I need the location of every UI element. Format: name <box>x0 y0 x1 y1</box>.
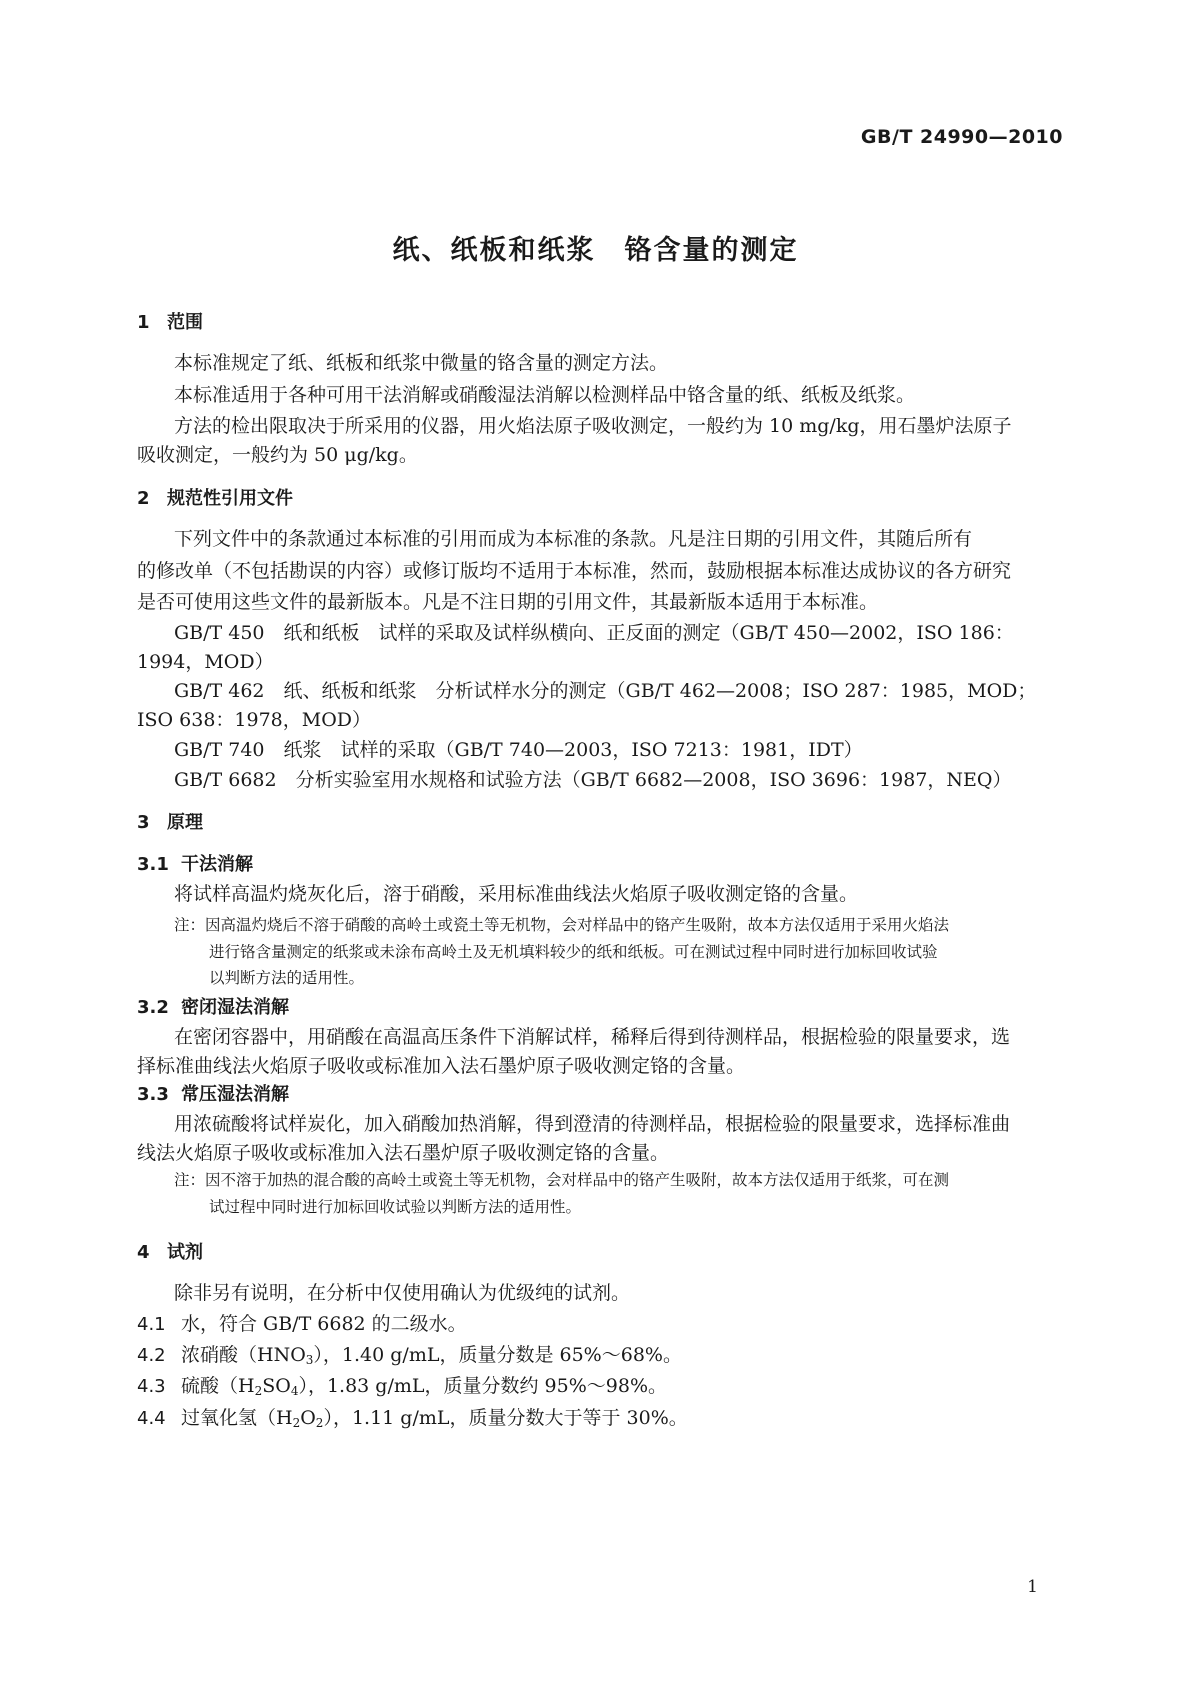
subsection-3-3-heading <box>137 1080 289 1106</box>
paragraph: 除非另有说明，在分析中仅使用确认为优级纯的试剂。 <box>174 1282 631 1304</box>
section-number: 4 <box>137 1242 150 1263</box>
paragraph: 将试样高温灼烧灰化后，溶于硝酸，采用标准曲线法火焰原子吸收测定铬的含量。 <box>174 883 859 905</box>
section-number: 3 <box>137 812 150 833</box>
subsection-title: 密闭湿法消解 <box>181 997 289 1018</box>
note-continuation: 进行铬含量测定的纸浆或未涂布高岭土及无机填料较少的纸和纸板。可在测试过程中同时进行加标回收试验 <box>209 943 938 961</box>
item-text: O <box>300 1407 316 1429</box>
subsection-3-1-heading <box>137 850 253 876</box>
item-number: 4.4 <box>137 1408 166 1429</box>
paragraph: 方法的检出限取决于所采用的仪器，用火焰法原子吸收测定，一般约为 10 mg/kg，用石墨炉法原子 <box>174 415 1012 437</box>
paragraph: 本标准适用于各种可用干法消解或硝酸湿法消解以检测样品中铬含量的纸、纸板及纸浆。 <box>174 384 916 406</box>
paragraph-continuation: 线法火焰原子吸收或标准加入法石墨炉原子吸收测定铬的含量。 <box>137 1142 670 1164</box>
subscript: 2 <box>292 1416 301 1430</box>
note: 注：因高温灼烧后不溶于硝酸的高岭土或瓷土等无机物，会对样品中的铬产生吸附，故本方法仅适用于采用火焰法 <box>174 916 950 934</box>
paragraph: 下列文件中的条款通过本标准的引用而成为本标准的条款。凡是注日期的引用文件，其随后所有 <box>174 528 973 550</box>
paragraph: 本标准规定了纸、纸板和纸浆中微量的铬含量的测定方法。 <box>174 352 669 374</box>
item-text: SO <box>262 1375 291 1397</box>
item-text: ），1.40 g/mL，质量分数是 65%～68%。 <box>313 1344 682 1366</box>
subsection-number: 3.1 <box>137 854 169 875</box>
section-3-heading <box>137 808 203 834</box>
document-title: 纸、纸板和纸浆 铬含量的测定 <box>392 235 799 266</box>
reagent-item <box>137 1371 667 1398</box>
subscript: 3 <box>305 1353 314 1367</box>
reagent-item <box>137 1340 682 1367</box>
item-text: ），1.83 g/mL，质量分数约 95%～98%。 <box>298 1375 667 1397</box>
paragraph: 在密闭容器中，用硝酸在高温高压条件下消解试样，稀释后得到待测样品，根据检验的限量要求，选 <box>174 1026 1011 1048</box>
reference-entry: GB/T 6682 分析实验室用水规格和试验方法（GB/T 6682—2008，ISO 3696：1987，NEQ） <box>174 769 1012 791</box>
note-continuation: 试过程中同时进行加标回收试验以判断方法的适用性。 <box>209 1198 582 1216</box>
note: 注：因不溶于加热的混合酸的高岭土或瓷土等无机物，会对样品中的铬产生吸附，故本方法仅适用于纸浆，可在测 <box>174 1171 950 1189</box>
section-title: 范围 <box>167 312 203 333</box>
reference-entry: GB/T 462 纸、纸板和纸浆 分析试样水分的测定（GB/T 462—2008；ISO 287：1985，MOD； <box>174 680 1037 702</box>
item-text: 浓硝酸（HNO <box>181 1344 306 1366</box>
page-number: 1 <box>1027 1577 1038 1597</box>
subsection-title: 干法消解 <box>181 854 253 875</box>
subsection-title: 常压湿法消解 <box>181 1084 289 1105</box>
section-number: 2 <box>137 488 150 509</box>
subsection-number: 3.3 <box>137 1084 169 1105</box>
paragraph-continuation: 择标准曲线法火焰原子吸收或标准加入法石墨炉原子吸收测定铬的含量。 <box>137 1055 746 1077</box>
reference-entry-continuation: ISO 638：1978，MOD） <box>137 709 372 731</box>
section-2-heading <box>137 484 293 510</box>
item-text: 水，符合 GB/T 6682 的二级水。 <box>181 1313 467 1335</box>
paragraph-continuation: 是否可使用这些文件的最新版本。凡是不注日期的引用文件，其最新版本适用于本标准。 <box>137 591 879 613</box>
section-title: 规范性引用文件 <box>167 488 293 509</box>
item-number: 4.2 <box>137 1345 166 1366</box>
paragraph: 用浓硫酸将试样炭化，加入硝酸加热消解，得到澄清的待测样品，根据检验的限量要求，选择标准曲 <box>174 1113 1011 1135</box>
item-text: 硫酸（H <box>181 1375 255 1397</box>
subsection-number: 3.2 <box>137 997 169 1018</box>
item-number: 4.1 <box>137 1314 166 1335</box>
reagent-item <box>137 1403 688 1430</box>
reference-entry-continuation: 1994，MOD） <box>137 651 274 673</box>
reference-entry: GB/T 740 纸浆 试样的采取（GB/T 740—2003，ISO 7213：1981，IDT） <box>174 739 863 761</box>
section-4-heading <box>137 1238 203 1264</box>
section-number: 1 <box>137 312 150 333</box>
subscript: 2 <box>254 1384 263 1398</box>
standard-code: GB/T 24990—2010 <box>860 126 1063 148</box>
subscript: 4 <box>290 1384 299 1398</box>
item-text: ），1.11 g/mL，质量分数大于等于 30%。 <box>323 1407 688 1429</box>
subsection-3-2-heading <box>137 993 289 1019</box>
note-continuation: 以判断方法的适用性。 <box>209 969 365 987</box>
paragraph-continuation: 吸收测定，一般约为 50 μg/kg。 <box>137 444 418 466</box>
item-number: 4.3 <box>137 1376 166 1397</box>
section-1-heading <box>137 308 203 334</box>
reagent-item <box>137 1309 467 1336</box>
section-title: 原理 <box>167 812 203 833</box>
paragraph-continuation: 的修改单（不包括勘误的内容）或修订版均不适用于本标准，然而，鼓励根据本标准达成协议的各方研究 <box>137 560 1012 582</box>
section-title: 试剂 <box>167 1242 203 1263</box>
reference-entry: GB/T 450 纸和纸板 试样的采取及试样纵横向、正反面的测定（GB/T 450—2002，ISO 186： <box>174 622 1014 644</box>
subscript: 2 <box>315 1416 324 1430</box>
item-text: 过氧化氢（H <box>181 1407 293 1429</box>
